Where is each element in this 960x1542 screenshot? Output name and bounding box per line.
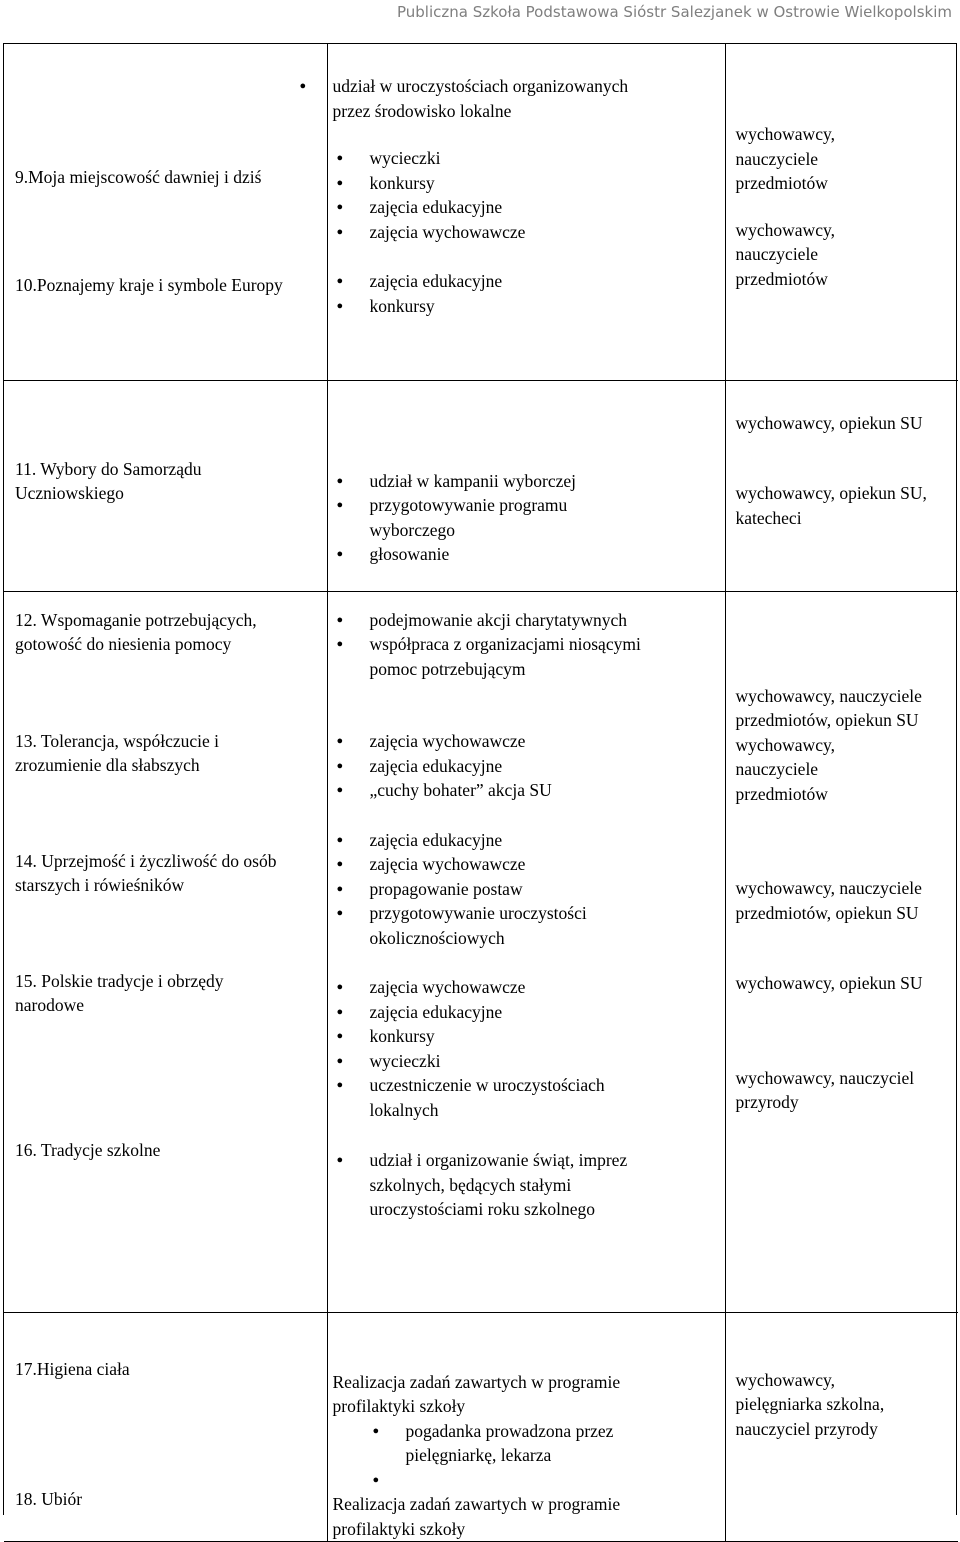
list-item: ● współpraca z organizacjami niosącymi pomoc potrzebującym — [370, 632, 660, 681]
list-item: ● „cuchy bohater” akcja SU — [370, 778, 725, 803]
list-item: ● wycieczki — [370, 146, 725, 171]
table-row — [4, 380, 958, 591]
list-item: ● zajęcia wychowawcze — [370, 975, 670, 1000]
list-item: ● zajęcia wychowawcze — [370, 852, 650, 877]
school-name: Publiczna Szkoła Podstawowa Sióstr Salezjanek w Ostrowie Wielkopolskim — [396, 3, 952, 21]
topic-label: 18. Ubiór — [15, 1489, 83, 1509]
education-plan-table — [3, 43, 957, 1539]
list-item: ● przygotowywanie programu wyborczego — [370, 493, 650, 542]
list-item: ● wycieczki — [370, 1049, 670, 1074]
activity-list — [0, 74, 633, 123]
activities-cell — [327, 380, 725, 591]
activity-list — [328, 146, 725, 244]
activity-list — [328, 1419, 676, 1468]
activity-list — [328, 1148, 680, 1222]
list-item: ● podejmowanie akcji charytatywnych — [370, 608, 660, 633]
list-item: ● konkursy — [370, 1024, 670, 1049]
responsible-text: wychowawcy, opiekun SU — [735, 973, 923, 993]
list-item: ● konkursy — [370, 294, 725, 319]
topic-label: 11. Wybory do Samorządu Uczniowskiego — [15, 458, 202, 503]
responsible-text: wychowawcy, pielęgniarka szkolna, nauczyciel przyrody — [735, 1369, 885, 1439]
list-item: ● zajęcia wychowawcze — [370, 729, 725, 754]
list-item: ● konkursy — [370, 171, 725, 196]
list-item: ● pogadanka prowadzona przez pielęgniarkę, lekarza — [406, 1419, 676, 1468]
table-row — [4, 44, 958, 380]
activity-list — [328, 828, 650, 951]
activity-list — [328, 1468, 725, 1493]
responsible-text: wychowawcy, nauczyciele przedmiotów — [735, 124, 835, 193]
responsible-text: wychowawcy, nauczyciele przedmiotów, opiekun SU — [735, 685, 922, 730]
program-intro: Realizacja zadań zawartych w programie profilaktyki szkoły — [332, 1371, 621, 1416]
responsible-cell — [725, 44, 958, 380]
topic-cell — [4, 380, 327, 591]
activity-list — [328, 269, 725, 318]
list-item: ● udział w uroczystościach organizowanych przez środowisko lokalne — [333, 74, 633, 123]
topic-cell — [4, 591, 327, 1312]
activities-cell — [327, 44, 725, 380]
topic-label: 17.Higiena ciała — [15, 1358, 130, 1379]
activity-list — [328, 729, 725, 803]
responsible-text: wychowawcy, nauczyciele przedmiotów, opiekun SU — [735, 878, 922, 923]
activity-list — [328, 608, 660, 682]
activities-cell — [327, 1312, 725, 1542]
topic-label: 15. Polskie tradycje i obrzędy narodowe — [15, 970, 224, 1015]
list-item: ● udział w kampanii wyborczej — [370, 469, 650, 494]
topic-label: 14. Uprzejmość i życzliwość do osób starszych i rówieśników — [15, 850, 277, 895]
list-item: ● zajęcia edukacyjne — [370, 754, 725, 779]
list-item: ● zajęcia edukacyjne — [370, 195, 725, 220]
list-item: ● propagowanie postaw — [370, 877, 650, 902]
responsible-text: wychowawcy, nauczyciele przedmiotów — [735, 734, 835, 804]
topic-label: 9.Moja miejscowość dawniej i dziś — [15, 167, 262, 187]
responsible-text: wychowawcy, nauczyciele przedmiotów — [735, 219, 835, 289]
responsible-cell — [725, 591, 958, 1312]
list-item: ● zajęcia wychowawcze — [370, 220, 725, 245]
page-header — [0, 0, 960, 30]
topic-label: 10.Poznajemy kraje i symbole Europy — [15, 274, 283, 295]
program-intro: Realizacja zadań zawartych w programie profilaktyki szkoły — [332, 1494, 621, 1539]
activity-list — [328, 975, 670, 1122]
list-item: ● przygotowywanie uroczystości okolicznościowych — [370, 901, 650, 950]
list-item: ● zajęcia edukacyjne — [370, 1000, 670, 1025]
table-row — [4, 1312, 958, 1542]
responsible-cell — [725, 380, 958, 591]
list-item: ● zajęcia edukacyjne — [370, 269, 725, 294]
activity-list — [328, 469, 650, 567]
responsible-text: wychowawcy, opiekun SU, katecheci — [735, 483, 927, 528]
table-row — [4, 591, 958, 1312]
list-item: ● uczestniczenie w uroczystościach lokalnych — [370, 1073, 670, 1122]
responsible-cell — [725, 1312, 958, 1542]
topic-cell — [4, 1312, 327, 1542]
activities-cell — [327, 591, 725, 1312]
list-item: ● zajęcia edukacyjne — [370, 828, 650, 853]
responsible-text: wychowawcy, nauczyciel przyrody — [735, 1067, 915, 1112]
topic-label: 12. Wspomaganie potrzebujących, gotowość do niesienia pomocy — [15, 609, 257, 654]
topic-label: 13. Tolerancja, współczucie i zrozumienie dla słabszych — [15, 730, 220, 775]
list-item: ● głosowanie — [370, 542, 650, 567]
responsible-text: wychowawcy, opiekun SU — [735, 412, 923, 433]
list-item: ● udział i organizowanie świąt, imprez szkolnych, będących stałymi uroczystościami roku szkolnego — [370, 1148, 680, 1222]
topic-label: 16. Tradycje szkolne — [15, 1139, 161, 1160]
